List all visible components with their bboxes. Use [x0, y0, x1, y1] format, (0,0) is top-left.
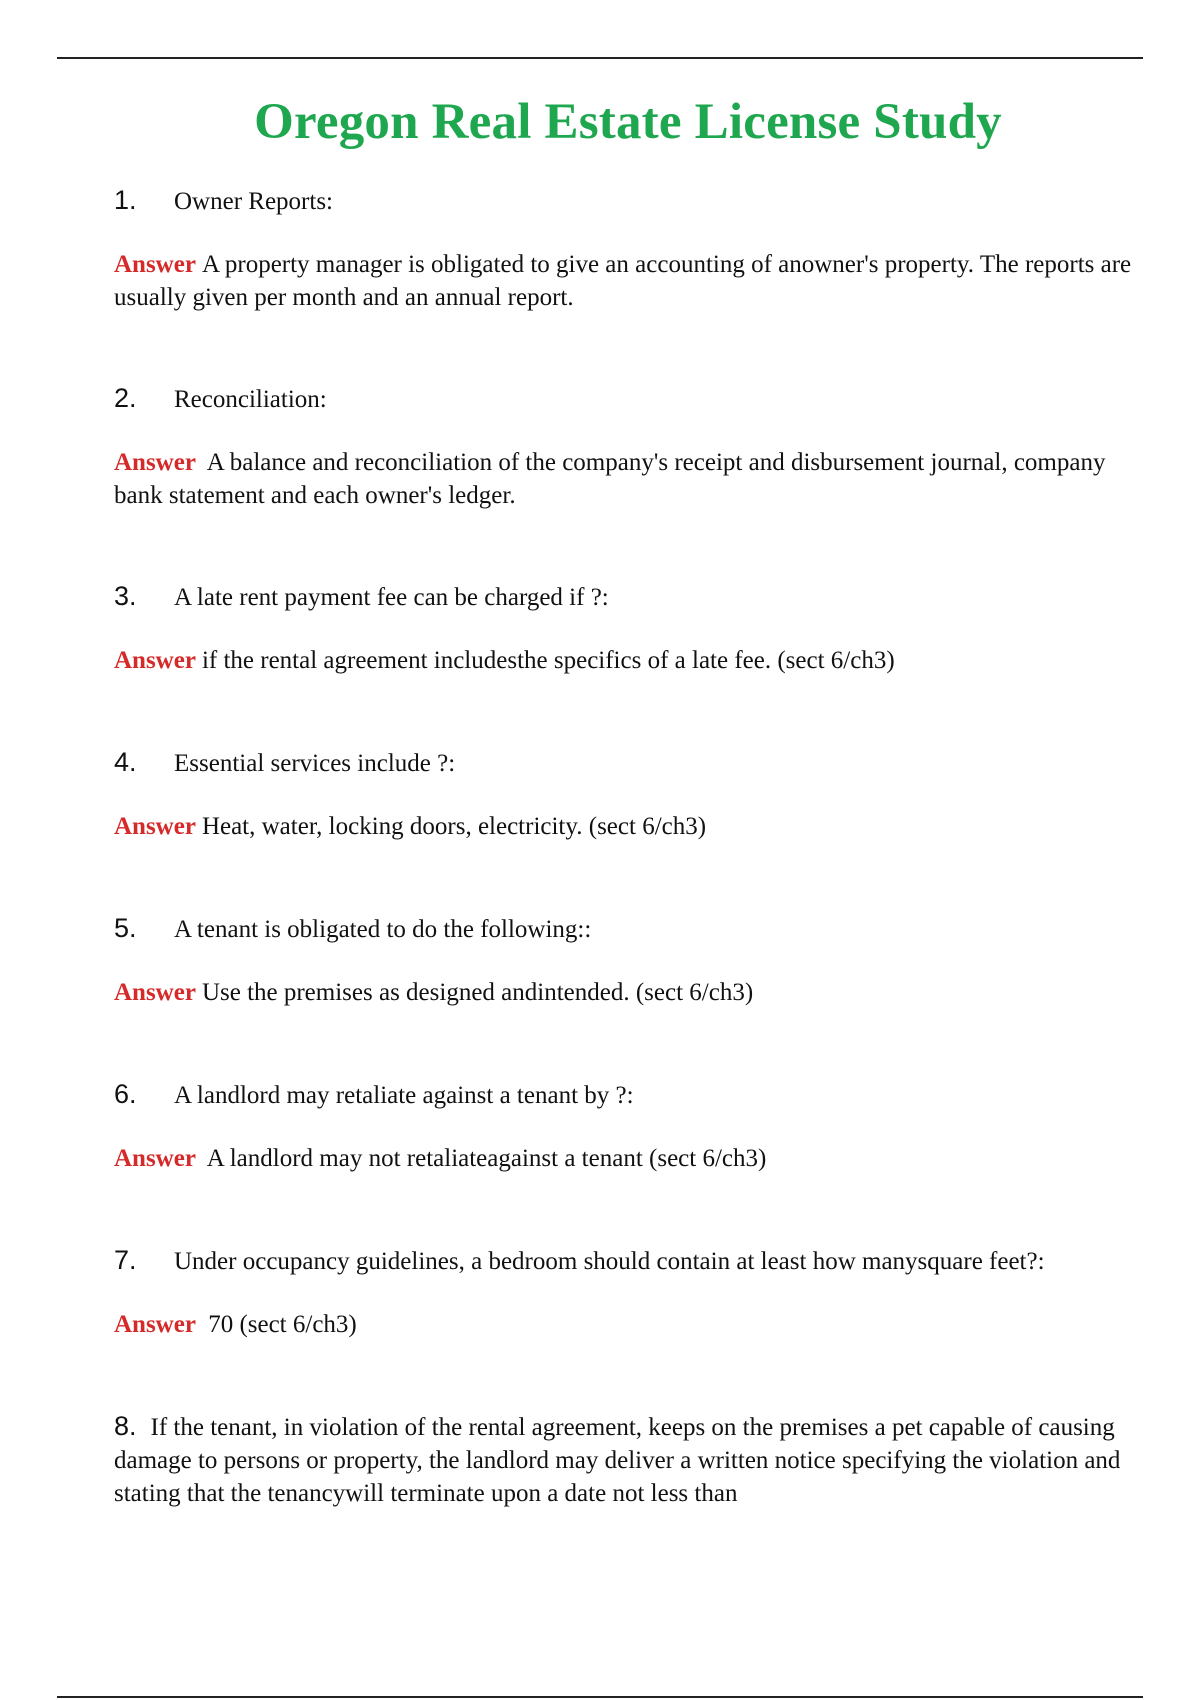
qa-item-3 [114, 580, 1134, 674]
question-6: 6. A landlord may retaliate against a tenant by ?: [114, 1079, 634, 1109]
answer-label: Answer [114, 449, 196, 476]
answer-label: Answer [114, 979, 196, 1006]
answer-2 [114, 446, 1134, 512]
answer-label: Answer [114, 251, 196, 278]
answer-text: Use the premises as designed andintended. (sect 6/ch3) [201, 979, 754, 1006]
qa-item-2 [114, 382, 1134, 509]
qa-item-5 [114, 912, 1134, 1006]
answer-label: Answer [114, 1145, 196, 1172]
bottom-rule [57, 1696, 1143, 1698]
answer-6 [114, 1142, 1134, 1175]
question-5: 5. A tenant is obligated to do the following:: [114, 913, 592, 943]
question-4: 4. Essential services include ?: [114, 747, 456, 777]
qa-item-7 [114, 1244, 1134, 1338]
question-text: Reconciliation: [174, 386, 327, 413]
answer-4 [114, 810, 1134, 843]
question-text: Essential services include ?: [174, 750, 456, 777]
answer-text: if the rental agreement includesthe specifics of a late fee. (sect 6/ch3) [201, 647, 895, 674]
question-number: 8. [114, 1411, 137, 1441]
answer-5 [114, 976, 1134, 1009]
qa-item-1 [114, 184, 1134, 311]
question-7: 7. Under occupancy guidelines, a bedroom should contain at least how manysquare feet?: [114, 1245, 1045, 1275]
page-title: Oregon Real Estate License Study [254, 94, 1002, 151]
question-text: Owner Reports: [174, 188, 333, 215]
question-text: Under occupancy guidelines, a bedroom should contain at least how manysquare feet?: [174, 1248, 1045, 1275]
question-text: A landlord may retaliate against a tenant by ?: [174, 1082, 634, 1109]
qa-item-8 [114, 1410, 1134, 1510]
qa-item-4 [114, 746, 1134, 840]
question-3: 3. A late rent payment fee can be charged if ?: [114, 581, 609, 611]
answer-label: Answer [114, 1311, 196, 1338]
answer-text: A landlord may not retaliateagainst a tenant (sect 6/ch3) [201, 1145, 767, 1172]
answer-text: Heat, water, locking doors, electricity. (sect 6/ch3) [201, 813, 707, 840]
answer-text: 70 (sect 6/ch3) [201, 1311, 357, 1338]
question-2: 2. Reconciliation: [114, 383, 327, 413]
answer-1 [114, 248, 1134, 314]
answer-text: A property manager is obligated to give an accounting of anowner's property. The reports are usually given per month and an annual report. [114, 251, 1132, 311]
answer-3 [114, 644, 1134, 677]
answer-label: Answer [114, 813, 196, 840]
question-1: 1. Owner Reports: [114, 185, 333, 215]
top-rule [57, 57, 1143, 59]
answer-7 [114, 1308, 1134, 1341]
answer-text: A balance and reconciliation of the company's receipt and disbursement journal, company bank statement and each owner's ledger. [114, 449, 1106, 509]
answer-label: Answer [114, 647, 196, 674]
question-text: If the tenant, in violation of the rental agreement, keeps on the premises a pet capable of causing damage to persons or property, the landlord may deliver a written notice specifying the violation and stating that the tenancywill terminate upon a date not less than [114, 1414, 1121, 1507]
question-8 [114, 1410, 1134, 1510]
question-text: A late rent payment fee can be charged if ?: [174, 584, 609, 611]
qa-item-6 [114, 1078, 1134, 1172]
question-text: A tenant is obligated to do the following:: [174, 916, 592, 943]
